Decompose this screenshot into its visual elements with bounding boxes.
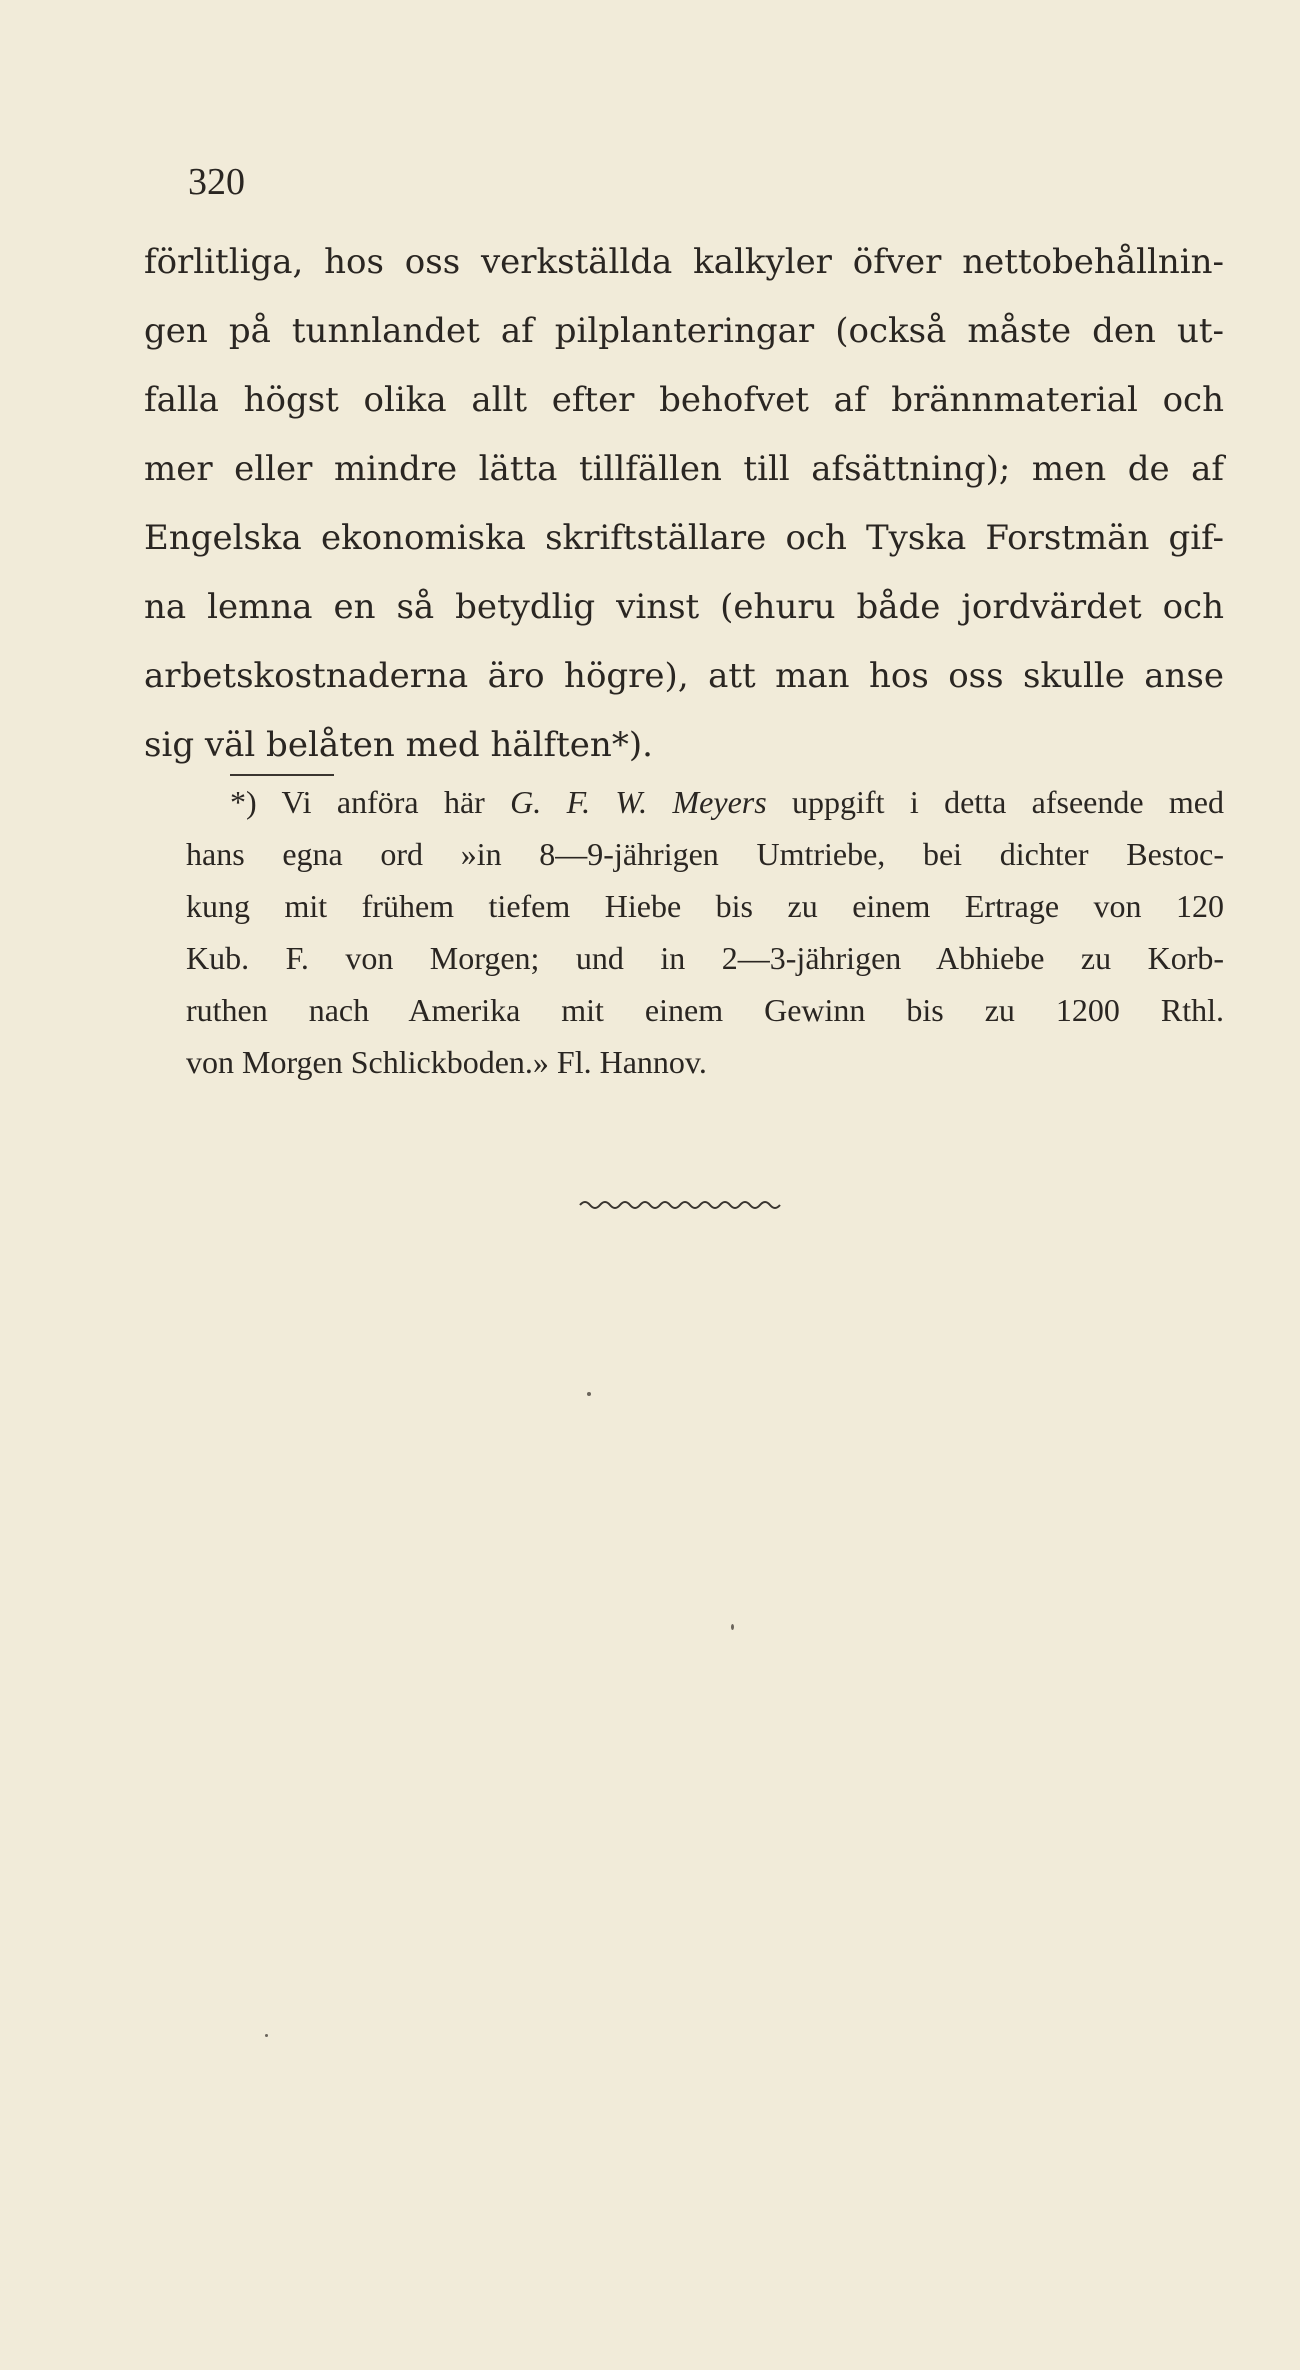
footnote (186, 776, 1224, 1088)
body-line: sig väl belåten med hälften*). (144, 725, 653, 765)
body-line: Engelska ekonomiska skriftställare och Tyska Forstmän gif- (144, 518, 1224, 558)
footnote-line: ruthen nach Amerika mit einem Gewinn bis zu 1200 Rthl. (186, 992, 1224, 1028)
footnote-line: kung mit frühem tiefem Hiebe bis zu einem Ertrage von 120 (186, 888, 1224, 924)
main-paragraph (144, 228, 1224, 780)
footnote-line: Kub. F. von Morgen; und in 2—3-jährigen Abhiebe zu Korb- (186, 940, 1224, 976)
body-line: mer eller mindre lätta tillfällen till afsättning); men de af (144, 449, 1224, 489)
footnote-suffix: uppgift i detta afseende med (792, 784, 1224, 820)
paper-speck (587, 1392, 591, 1396)
wavy-ornament-icon (578, 1196, 788, 1214)
footnote-author: G. F. W. Meyers (510, 784, 767, 820)
footnote-line (186, 776, 1224, 828)
page-number: 320 (188, 161, 245, 203)
body-line: falla högst olika allt efter behofvet af brännmaterial och (144, 380, 1224, 420)
footnote-prefix: *) Vi anföra här (230, 784, 485, 820)
body-line: na lemna en så betydlig vinst (ehuru både jordvärdet och (144, 587, 1224, 627)
footnote-line: von Morgen Schlickboden.» Fl. Hannov. (186, 1044, 707, 1080)
body-line: förlitliga, hos oss verkställda kalkyler öfver nettobehållnin- (144, 242, 1224, 282)
paper-speck (731, 1624, 734, 1630)
paper-speck (265, 2034, 268, 2037)
body-line: gen på tunnlandet af pilplanteringar (också måste den ut- (144, 311, 1224, 351)
body-line: arbetskostnaderna äro högre), att man hos oss skulle anse (144, 656, 1224, 696)
footnote-line: hans egna ord »in 8—9-jährigen Umtriebe, bei dichter Bestoc- (186, 836, 1224, 872)
